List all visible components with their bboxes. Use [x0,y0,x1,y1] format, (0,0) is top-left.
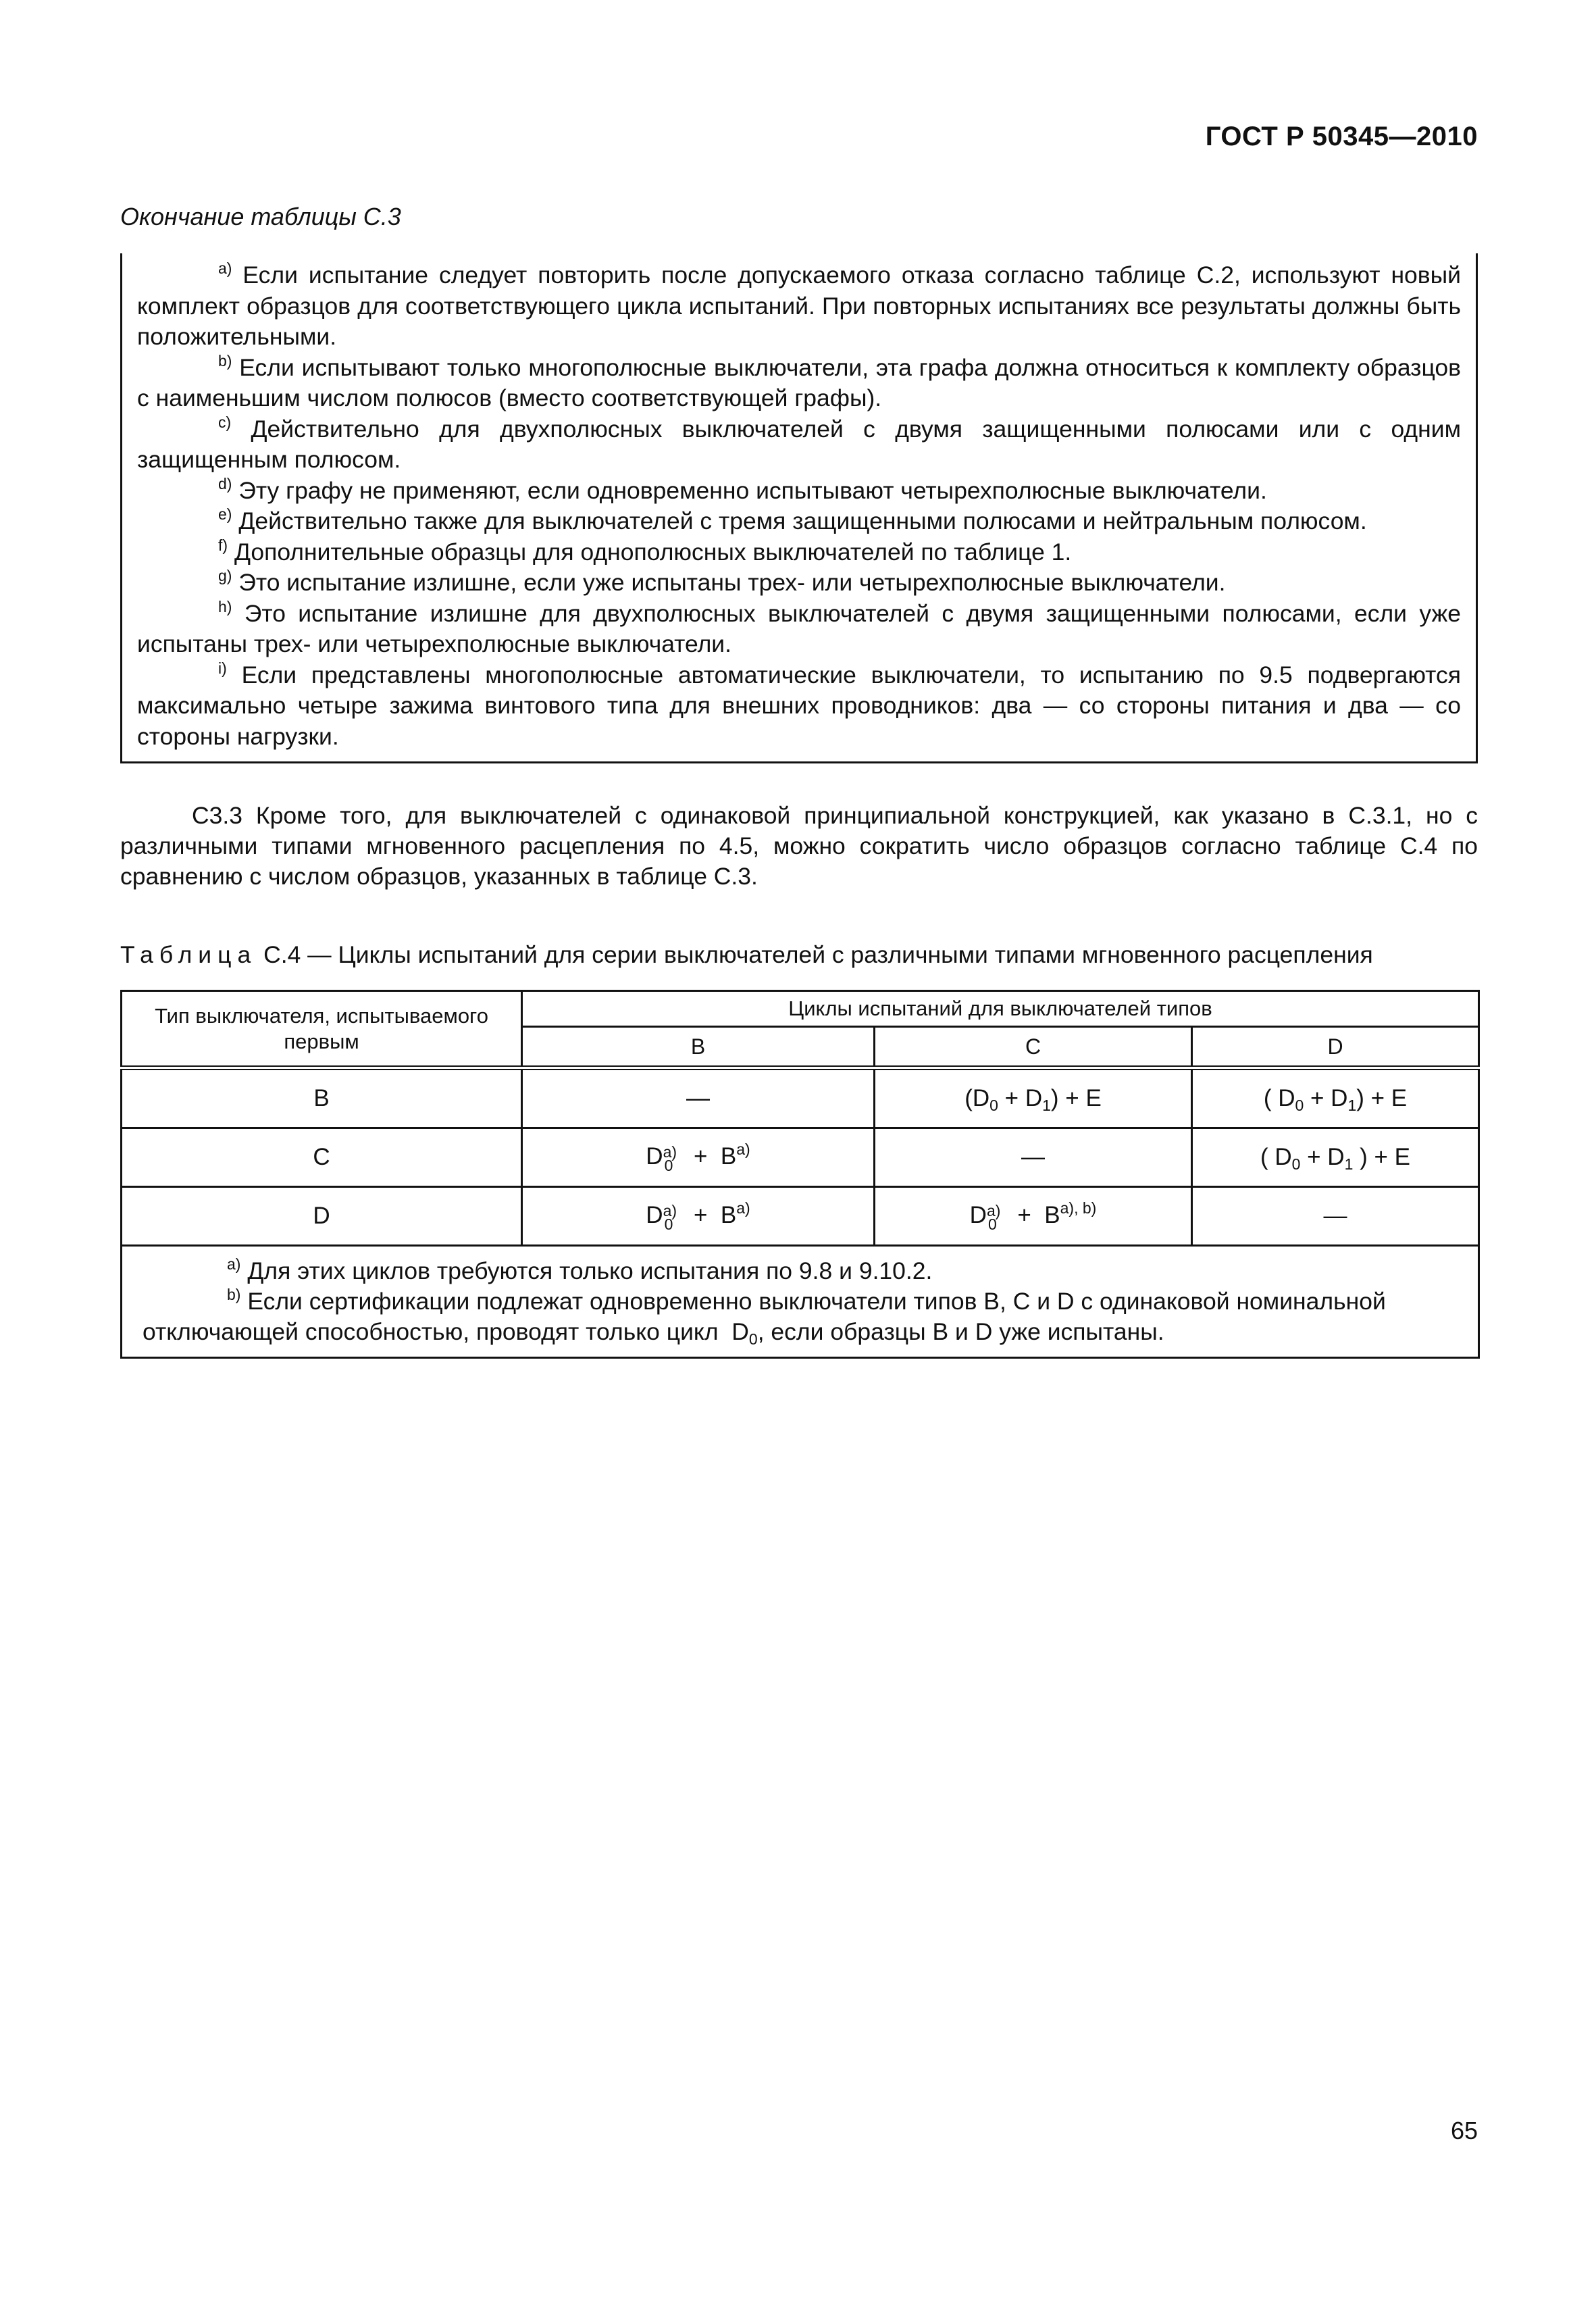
row-type-cell: D [122,1187,522,1246]
table-c4 [120,990,1480,1359]
cycle-cell: $(D_0 + D_1) + E$ [875,1068,1192,1128]
cycle-cell: ( $D_0 + D_1) + E$ [1192,1068,1479,1128]
page-number: 65 [1450,2117,1478,2144]
group-header-cell: Циклы испытаний для выключателей типов [522,991,1479,1027]
row-type-cell: C [122,1128,522,1187]
table-c3-notes [120,253,1478,763]
paragraph-c3-3: С3.3 Кроме того, для выключателей с одинаковой принципиальной конструкцией, как указано в С.3.1, но с различными типами мгновенного расцепления по 4.5, можно сократить число образцов согласно таблице С.4 по сравнению с числом образцов, указанных в таблице С.3. [120,802,1478,890]
table-row [122,1068,1479,1128]
table-row [122,1187,1479,1246]
footnote-b: $^{b)}$ Если испытывают только многополюсные выключатели, эта графа должна относиться к комплекту образцов с наименьшим числом полюсов (вместо соответствующей графы). [137,351,1461,411]
column-header-c: C [875,1027,1192,1068]
cycle-cell: D a) 0 + B$^{a)}$ [522,1187,875,1246]
cycle-cell: — [1192,1187,1479,1246]
footnote-b: $^{b)}$ Если сертификации подлежат одновременно выключатели типов B, C и D с одинаковой номинальной отключающей способностью, проводят только цикл $D_0$, если образцы B и D уже испытаны. [143,1286,1386,1348]
cycle-cell: D a) 0 + B$^{a), b)}$ [875,1187,1192,1246]
footnote-d: $^{d)}$ Эту графу не применяют, если одновременно испытывают четырехполюсные выключатели. [218,474,1267,504]
column-header-d: D [1192,1027,1479,1068]
row-header-cell: Тип выключателя, испытываемого первым [122,991,522,1068]
cycle-cell: ( $D_0 + D_1$ ) + E [1192,1128,1479,1187]
table-c4-notes [122,1246,1479,1358]
cycle-cell: — [522,1068,875,1128]
footnote-g: $^{g)}$ Это испытание излишне, если уже испытаны трех- или четырехполюсные выключатели. [218,567,1226,596]
footnote-f: $^{f)}$ Дополнительные образцы для однополюсных выключателей по таблице 1. [218,536,1072,565]
table-title-text: С.4 — Циклы испытаний для серии выключателей с различными типами мгновенного расцепления [263,941,1373,968]
table-c4-title [120,941,1478,969]
footnote-a: $^{a)}$ Для этих циклов требуются только испытания по 9.8 и 9.10.2. [227,1255,933,1284]
cycle-cell: — [875,1128,1192,1187]
column-header-b: B [522,1027,875,1068]
table-row [122,1128,1479,1187]
table-word: Таблица [120,941,257,968]
cycle-cell: D a) 0 + B$^{a)}$ [522,1128,875,1187]
row-type-cell: B [122,1068,522,1128]
footnote-a: $^{a)}$ Если испытание следует повторить после допускаемого отказа согласно таблице С.2, используют новый комплект образцов для соответствующего цикла испытаний. При повторных испытаниях все результаты должны быть положительными. [137,259,1461,350]
footnote-i: $^{i)}$ Если представлены многополюсные автоматические выключатели, то испытанию по 9.5 подвергаются максимально четыре зажима винтового типа для внешних проводников: два — со стороны питания и два — со стороны нагрузки. [137,659,1461,750]
document-standard-number: ГОСТ Р 50345—2010 [1205,122,1478,151]
footnote-e: $^{e)}$ Действительно также для выключателей с тремя защищенными полюсами и нейтральным полюсом. [218,505,1367,534]
footnote-c: $^{c)}$ Действительно для двухполюсных выключателей с двумя защищенными полюсами или с одним защищенным полюсом. [137,413,1461,473]
table-continuation-caption: Окончание таблицы С.3 [120,203,401,230]
footnote-h: $^{h)}$ Это испытание излишне для двухполюсных выключателей с двумя защищенными полюсами, если уже испытаны трех- или четырехполюсные выключатели. [137,597,1461,657]
